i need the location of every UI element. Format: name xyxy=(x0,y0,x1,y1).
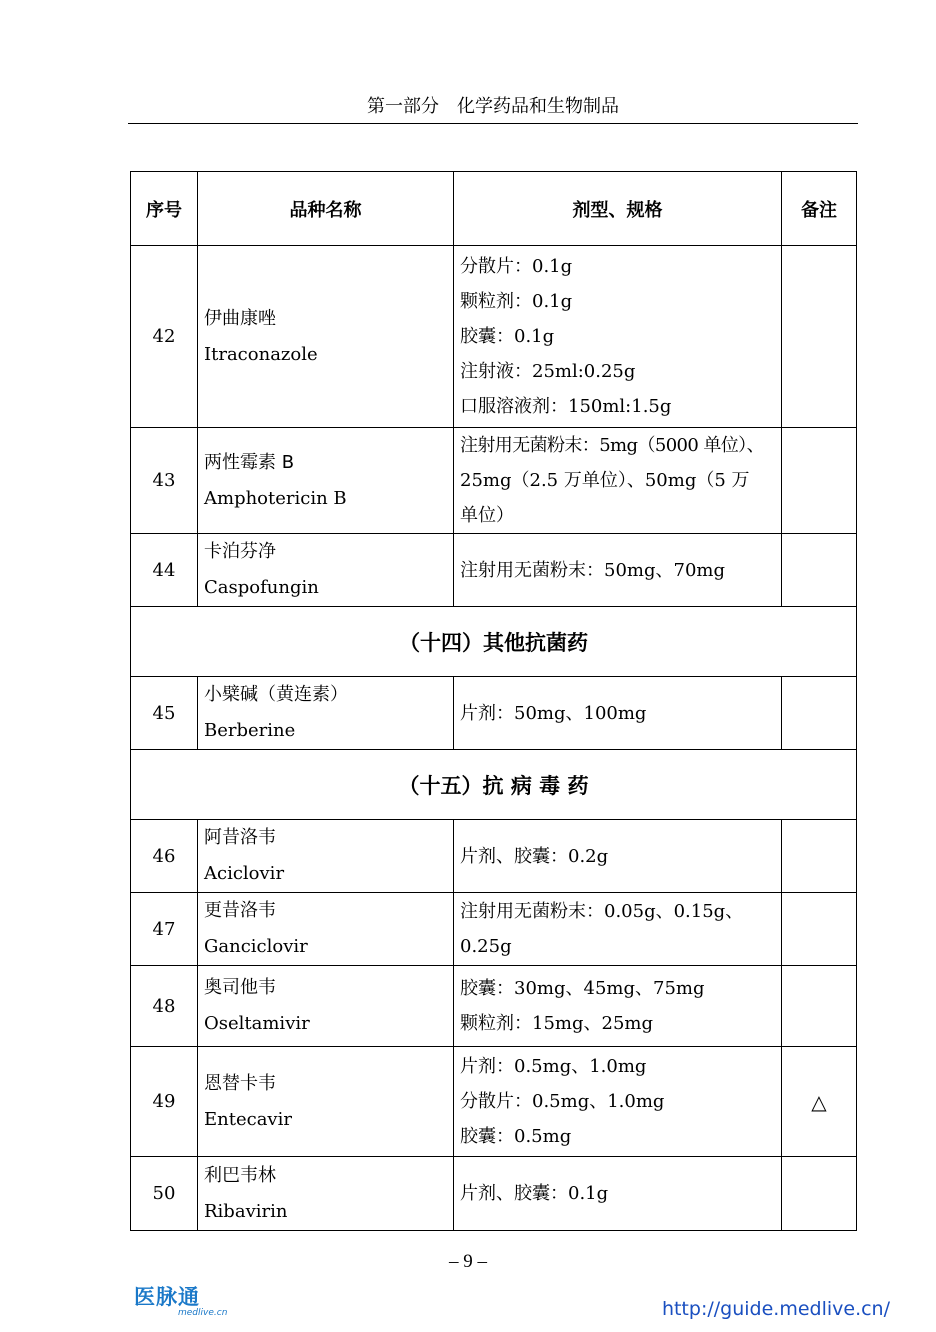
drug-note-triangle: △ xyxy=(782,1047,857,1157)
spec-line: 胶囊：30mg、45mg、75mg xyxy=(460,978,705,999)
drug-name-cn: 利巴韦林 xyxy=(204,1164,276,1186)
drug-name-cell xyxy=(198,966,454,1047)
drug-name-cell xyxy=(198,820,454,893)
drug-name-cell xyxy=(198,534,454,607)
drug-name-cell xyxy=(198,1157,454,1231)
drug-note xyxy=(782,534,857,607)
drug-spec-cell xyxy=(454,534,782,607)
drug-note xyxy=(782,1157,857,1231)
drug-spec-cell xyxy=(454,246,782,428)
spec-line: 胶囊：0.5mg xyxy=(460,1126,572,1147)
table-row xyxy=(131,1157,857,1231)
drug-table xyxy=(130,171,857,1231)
table-row xyxy=(131,820,857,893)
drug-spec-cell xyxy=(454,1157,782,1231)
section-row xyxy=(131,750,857,820)
spec-line: 片剂、胶囊：0.1g xyxy=(460,1183,609,1204)
drug-name-cell xyxy=(198,893,454,966)
drug-name-cn: 小檗碱（黄连素） xyxy=(204,684,348,705)
table-body xyxy=(131,246,857,1231)
drug-name-cn: 伊曲康唑 xyxy=(204,307,276,329)
spec-line: 口服溶液剂：150ml:1.5g xyxy=(460,396,672,417)
col-header-spec: 剂型、规格 xyxy=(454,172,782,246)
spec-line: 颗粒剂：0.1g xyxy=(460,291,573,312)
page-number: – 9 – xyxy=(449,1251,487,1272)
drug-spec-cell xyxy=(454,820,782,893)
drug-number: 48 xyxy=(131,966,198,1047)
table-header-row xyxy=(131,172,857,246)
drug-name-cn: 阿昔洛韦 xyxy=(204,827,276,848)
spec-line: 注射用无菌粉末：0.05g、0.15g、 xyxy=(460,901,744,922)
drug-name-en: Oseltamivir xyxy=(204,1013,310,1034)
spec-line: 颗粒剂：15mg、25mg xyxy=(460,1013,653,1034)
drug-spec-cell xyxy=(454,966,782,1047)
drug-name-cell xyxy=(198,677,454,750)
drug-note xyxy=(782,893,857,966)
drug-number: 42 xyxy=(131,246,198,428)
drug-note xyxy=(782,966,857,1047)
drug-name-en: Entecavir xyxy=(204,1108,292,1130)
drug-spec-cell xyxy=(454,1047,782,1157)
spec-line: 注射用无菌粉末：5mg（5000 单位）、 xyxy=(460,435,764,456)
drug-name-cn: 两性霉素 B xyxy=(204,451,295,473)
drug-note xyxy=(782,820,857,893)
logo-subtext: medlive.cn xyxy=(178,1308,228,1318)
drug-name-cn: 奥司他韦 xyxy=(204,977,276,998)
spec-line: 0.25g xyxy=(460,936,512,957)
drug-note xyxy=(782,677,857,750)
running-header: 第一部分 化学药品和生物制品 xyxy=(367,96,619,117)
spec-line: 注射用无菌粉末：50mg、70mg xyxy=(460,559,725,581)
drug-spec-cell xyxy=(454,893,782,966)
spec-line: 单位） xyxy=(460,505,514,526)
col-header-name: 品种名称 xyxy=(198,172,454,246)
table-row xyxy=(131,428,857,534)
spec-line: 分散片：0.5mg、1.0mg xyxy=(460,1091,665,1112)
table-row xyxy=(131,966,857,1047)
table-row xyxy=(131,246,857,428)
spec-line: 片剂、胶囊：0.2g xyxy=(460,845,609,867)
drug-spec-cell xyxy=(454,677,782,750)
spec-line: 分散片：0.1g xyxy=(460,256,573,277)
spec-line: 胶囊：0.1g xyxy=(460,326,555,347)
table-row xyxy=(131,893,857,966)
drug-name-cn: 恩替卡韦 xyxy=(204,1072,276,1094)
medlive-logo[interactable] xyxy=(134,1281,234,1325)
spec-line: 片剂：50mg、100mg xyxy=(460,702,647,724)
drug-name-en: Ganciclovir xyxy=(204,936,308,957)
header-rule xyxy=(128,123,858,124)
logo-text: 医脉通 xyxy=(134,1285,200,1309)
drug-name-cell xyxy=(198,1047,454,1157)
drug-number: 47 xyxy=(131,893,198,966)
drug-name-en: Caspofungin xyxy=(204,577,319,598)
site-url-link[interactable]: http://guide.medlive.cn/ xyxy=(661,1298,890,1320)
table-row xyxy=(131,534,857,607)
section-row xyxy=(131,607,857,677)
table-row xyxy=(131,1047,857,1157)
drug-note xyxy=(782,246,857,428)
drug-name-en: Aciclovir xyxy=(204,863,285,884)
section-title: （十五）抗 病 毒 药 xyxy=(131,750,857,820)
drug-number: 46 xyxy=(131,820,198,893)
drug-name-cn: 更昔洛韦 xyxy=(204,900,276,921)
drug-name-en: Amphotericin B xyxy=(204,487,347,509)
col-header-note: 备注 xyxy=(782,172,857,246)
drug-name-en: Berberine xyxy=(204,720,296,741)
drug-note xyxy=(782,428,857,534)
drug-name-cell xyxy=(198,428,454,534)
drug-name-cell xyxy=(198,246,454,428)
spec-line: 注射液：25ml:0.25g xyxy=(460,361,636,382)
drug-number: 43 xyxy=(131,428,198,534)
drug-name-en: Ribavirin xyxy=(204,1200,288,1222)
drug-number: 49 xyxy=(131,1047,198,1157)
section-title: （十四）其他抗菌药 xyxy=(131,607,857,677)
drug-spec-cell xyxy=(454,428,782,534)
drug-number: 45 xyxy=(131,677,198,750)
table-row xyxy=(131,677,857,750)
drug-name-en: Itraconazole xyxy=(204,343,318,365)
drug-number: 50 xyxy=(131,1157,198,1231)
drug-number: 44 xyxy=(131,534,198,607)
drug-name-cn: 卡泊芬净 xyxy=(204,541,276,562)
spec-line: 25mg（2.5 万单位）、50mg（5 万 xyxy=(460,470,750,491)
spec-line: 片剂：0.5mg、1.0mg xyxy=(460,1056,647,1077)
col-header-number: 序号 xyxy=(131,172,198,246)
